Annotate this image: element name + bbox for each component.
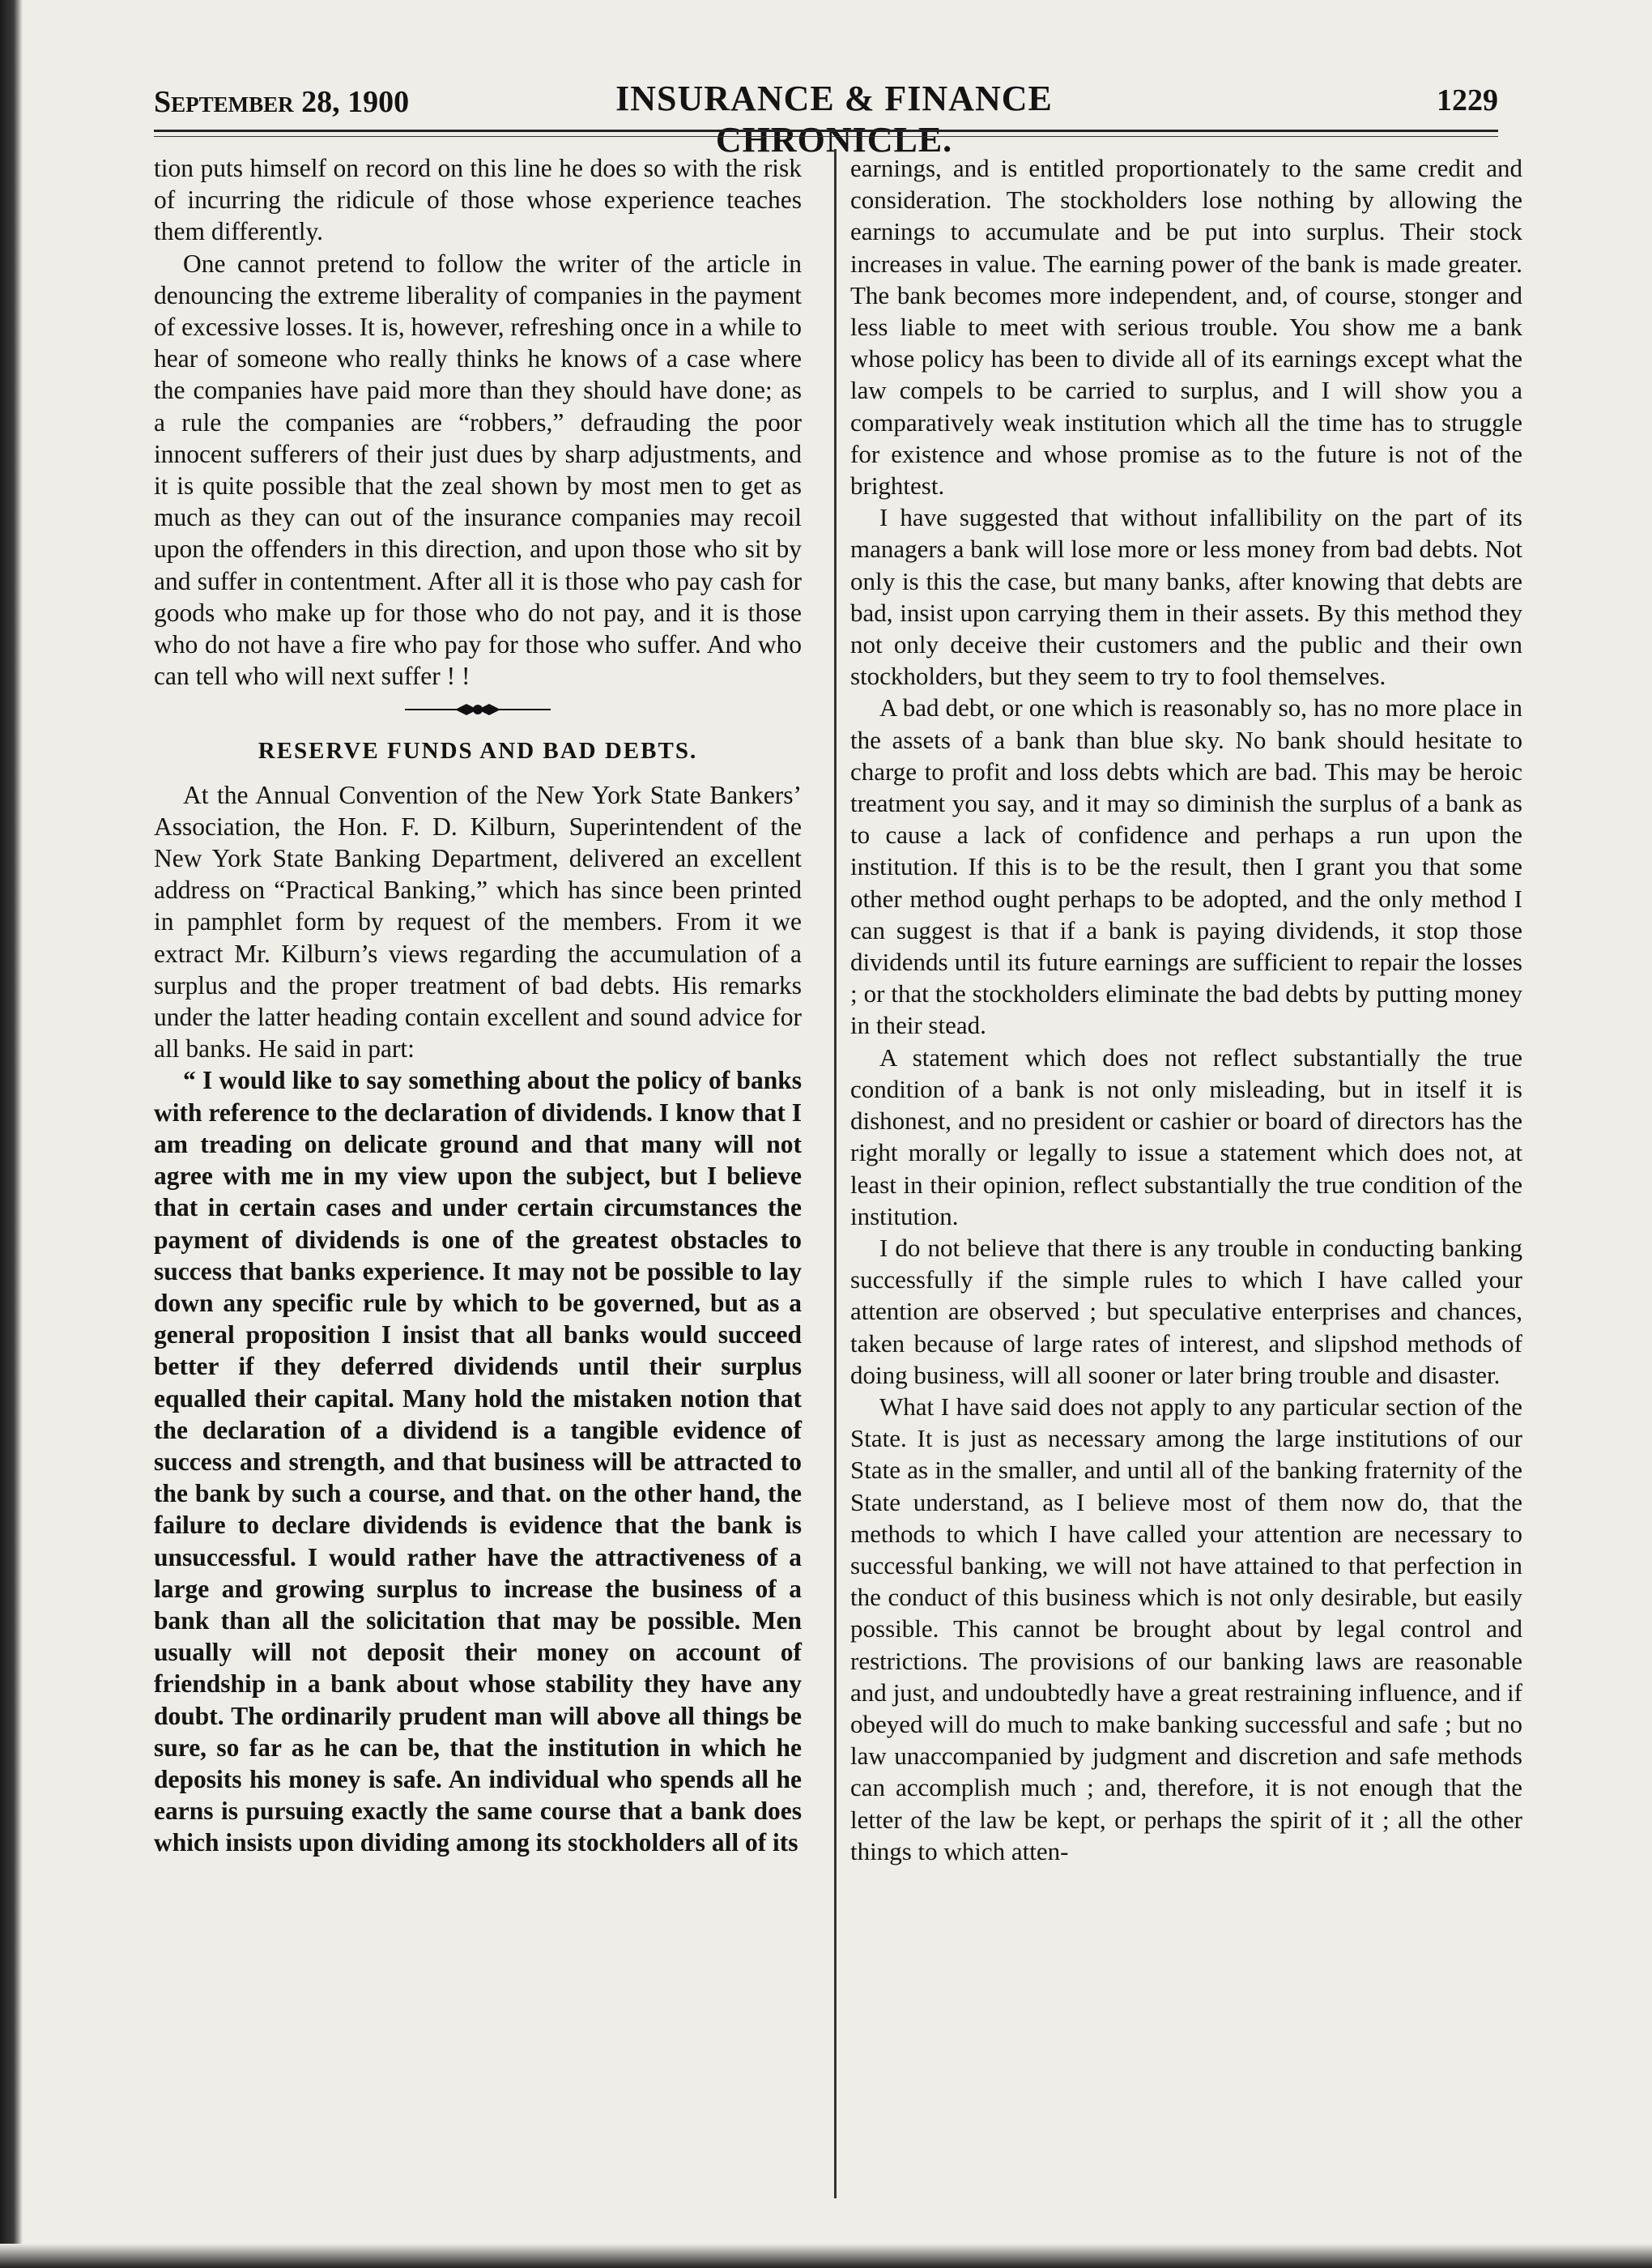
paragraph: A bad debt, or one which is reasonably so, has no more place in the assets of a bank than blue sky. No bank should hesitate to charge to profit and loss debts which are bad. This may be heroic treatment you say, and it may so diminish the surplus of a bank as to cause a lack of confidence and perhaps a run upon the institution. If this is to be the result, then I grant you that some other method ought perhaps to be adopted, and the only method I can suggest is that if a bank is paying dividends, it stop those dividends until its future earnings are sufficient to repair the losses ; or that the stockholders eliminate the bad debts by putting money in their stead. — [850, 693, 1522, 1040]
header-rule-thin — [154, 136, 1498, 137]
paragraph: A statement which does not reflect substantially the true condition of a bank is not only misleading, but in itself it is dishonest, and no president or cashier or board of directors has the right morally or legally to issue a statement which does not, at least in their opinion, reflect substantially the true condition of the institution. — [850, 1042, 1522, 1230]
paragraph: tion puts himself on record on this line he does so with the risk of incurring the ridicule of those whose experience teaches them differently. — [154, 154, 802, 246]
ornament-divider — [405, 700, 551, 719]
paragraph: At the Annual Convention of the New York State Bankers’ Association, the Hon. F. D. Kilburn, Superintendent of the New York State Banking Department, delivered an excellent address on “Practical Banking,” which has since been printed in pamphlet form by request of the members. From it we extract Mr. Kilburn’s views regarding the accumulation of a surplus and the proper treatment of bad debts. His remarks under the latter heading contain excellent and sound advice for all banks. He said in part: — [154, 780, 802, 1064]
paragraph: I have suggested that without infallibility on the part of its managers a bank will lose more or less money from bad debts. Not only is this the case, but many banks, after knowing that debts are bad, insist upon carrying them in their assets. By this method they not only deceive their customers and the public and their own stockholders, but they seem to try to fool themselves. — [850, 503, 1522, 691]
header-date: September 28, 1900 — [154, 85, 410, 119]
page-header — [154, 78, 1498, 160]
section-title: RESERVE FUNDS AND BAD DEBTS. — [258, 738, 698, 765]
paragraph: earnings, and is entitled proportionately to the same credit and consideration. The stockholders lose nothing by allowing the earnings to accumulate and be put into surplus. Their stock increases in value. The earning power of the bank is made greater. The bank becomes more independent, and, of course, stonger and less liable to meet with serious trouble. You show me a bank whose policy has been to divide all of its earnings except what the law compels to be carried to surplus, and I will show you a comparatively weak institution which all the time has to struggle for existence and whose promise as to the future is not of the brightest. — [850, 154, 1522, 501]
scan-shadow-left — [0, 0, 23, 2268]
paragraph: One cannot pretend to follow the writer of the article in denouncing the extreme liberality of companies in the payment of excessive losses. It is, however, refreshing once in a while to hear of someone who really thinks he knows of a case where the companies have paid more than they should have done; as a rule the companies are “robbers,” defrauding the poor innocent sufferers of their just dues by sharp adjustments, and it is quite possible that the zeal shown by most men to get as much as they can out of the insurance companies may recoil upon the offenders in this direction, and upon those who sit by and suffer in contentment. After all it is those who pay cash for goods who make up for those who do not pay, and it is those who do not have a fire who pay for those who suffer. And who can tell who will next suffer ! ! — [154, 249, 803, 691]
left-column — [154, 152, 802, 1859]
paragraph: I do not believe that there is any trouble in conducting banking successfully if the simple rules to which I have called your attention are observed ; but speculative enterprises and chances, taken because of large rates of interest, and slipshod methods of doing business, will all sooner or later bring trouble and disaster. — [850, 1233, 1522, 1389]
right-column — [850, 152, 1522, 1867]
scan-shadow-bottom — [0, 2244, 1652, 2268]
page-number: 1229 — [1437, 83, 1498, 117]
paragraph: What I have said does not apply to any particular section of the State. It is just as necessary among the large institutions of our State as in the smaller, and until all of the banking fraternity of the State understand, as I believe most of them now do, that the methods to which I have called your attention are necessary to successful banking, we will not have attained to that perfection in the conduct of this business which is not only desirable, but easily possible. This cannot be brought about by legal control and restrictions. The provisions of our banking laws are reasonable and just, and undoubtedly have a great restraining influence, and if obeyed will do much to make banking successful and safe ; but no law unaccompanied by judgment and discretion and safe methods can accomplish much ; and, therefore, it is not enough that the letter of the law be kept, or perhaps the spirit of it ; all the other things to which atten- — [850, 1392, 1522, 1865]
quoted-paragraph: “ I would like to say something about the policy of banks with reference to the declaration of dividends. I know that I am treading on delicate ground and that many will not agree with me in my view upon the subject, but I believe that in certain cases and under certain circumstances the payment of dividends is one of the greatest obstacles to success that banks experience. It may not be possible to lay down any specific rule by which to be governed, but as a general proposition I insist that all banks would succeed better if they deferred dividends until their surplus equalled their capital. Many hold the mistaken notion that the declaration of a dividend is a tangible evidence of success and strength, and that business will be attracted to the bank by such a course, and that. on the other hand, the failure to declare dividends is evidence that the bank is unsuccessful. I would rather have the attractiveness of a large and growing surplus to increase the business of a bank than all the solicitation that may be possible. Men usually will not deposit their money on account of friendship in a bank about whose stability they have any doubt. The ordinarily prudent man will above all things be sure, so far as he can be, that the institution in which he deposits his money is safe. An individual who spends all he earns is pursuing exactly the same course that a bank does which insists upon dividing among its stockholders all of its — [154, 1066, 802, 1857]
header-rule — [154, 130, 1498, 132]
column-divider — [834, 149, 837, 2198]
publication-title: INSURANCE & FINANCE CHRONICLE. — [615, 79, 1053, 160]
